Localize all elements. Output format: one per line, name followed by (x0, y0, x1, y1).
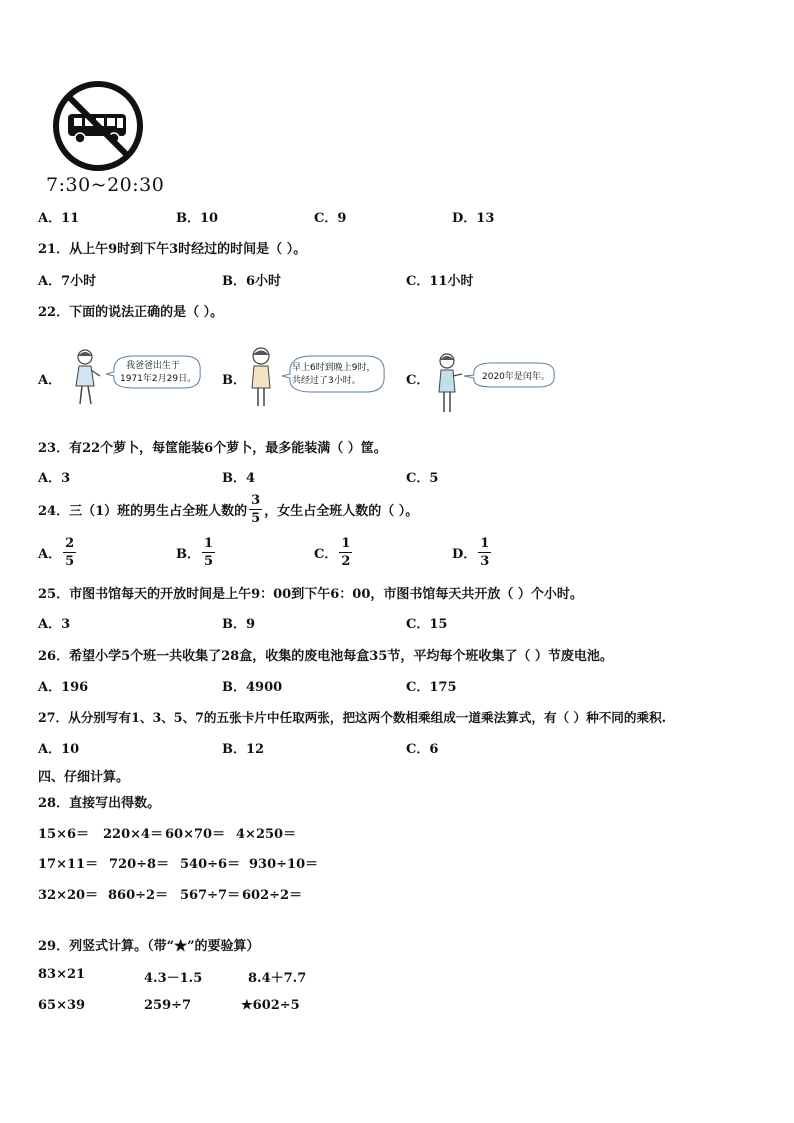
q26-option-b: B．4900 (222, 680, 283, 695)
q24-fraction (249, 494, 262, 525)
q20-option-a: A．11 (38, 211, 80, 226)
section-title: 四、仔细计算。 (38, 770, 130, 785)
q28-r2-c3: 540÷6＝ (180, 857, 241, 872)
fraction-bar (249, 509, 262, 510)
q26-question: 26．希望小学5个班一共收集了28盒，收集的废电池每盒35节，平均每个班收集了（ ）节废电池。 (38, 649, 613, 664)
fraction-numerator: 1 (204, 536, 214, 551)
q24-option-a-label: A． (38, 547, 62, 562)
q29-r2-c2: 259÷7 (144, 998, 192, 1013)
fraction-denominator: 5 (65, 554, 75, 569)
q25-option-c: C．15 (406, 617, 448, 632)
q28-r2-c2: 720÷8＝ (109, 857, 170, 872)
q28-r3-c2: 860÷2＝ (108, 888, 169, 903)
q25-option-b: B．9 (222, 617, 256, 632)
q27-question: 27．从分别写有1、3、5、7的五张卡片中任取两张，把这两个数相乘组成一道乘法算式，有（ ）种不同的乘积. (38, 710, 667, 725)
q28-r2-c4: 930÷10＝ (249, 857, 319, 872)
q29-r2-c3: ★602÷5 (241, 998, 300, 1013)
q20-option-c: C．9 (314, 211, 347, 226)
q24-option-c (314, 537, 354, 568)
q24-option-a (38, 537, 78, 568)
q24-question (38, 494, 418, 525)
fraction-denominator: 5 (204, 554, 214, 569)
q28-r2-c1: 17×11＝ (38, 857, 99, 872)
q22-a-bubble-line2: 1971年2月29日。 (120, 374, 197, 384)
q23-option-a: A．3 (38, 471, 71, 486)
fraction-bar (63, 552, 76, 553)
q28-r3-c1: 32×20＝ (38, 888, 99, 903)
q24-option-d (452, 537, 493, 568)
q29-r1-c1: 83×21 (38, 967, 86, 982)
q24-option-b-fraction (202, 537, 215, 568)
q22-option-b-illustration (246, 346, 392, 412)
girl-figure-icon (432, 352, 462, 418)
q24-fraction-numerator: 3 (251, 493, 261, 508)
q28-question: 28．直接写出得数。 (38, 796, 161, 811)
fraction-numerator: 1 (341, 536, 351, 551)
fraction-numerator: 2 (65, 536, 75, 551)
q28-r3-c3: 567÷7＝ (180, 888, 241, 903)
q24-option-c-label: C． (314, 547, 338, 562)
fraction-denominator: 2 (341, 554, 351, 569)
q23-question: 23．有22个萝卜，每筐能装6个萝卜，最多能装满（ ）筐。 (38, 441, 387, 456)
q21-question: 21．从上午9时到下午3时经过的时间是（ ）。 (38, 242, 307, 257)
q24-option-d-fraction (478, 537, 491, 568)
q29-r1-c3: 8.4＋7.7 (248, 971, 307, 986)
q28-r3-c4: 602÷2＝ (242, 888, 303, 903)
q24-option-b (176, 537, 217, 568)
q21-option-a: A．7小时 (38, 274, 97, 289)
q28-r1-c2: 220×4＝ (103, 827, 164, 842)
q28-r1-c3: 60×70＝ (165, 827, 226, 842)
q24-fraction-denominator: 5 (251, 511, 261, 526)
q24-text-after: ，女生占全班人数的（ ）。 (264, 504, 419, 519)
fraction-bar (478, 552, 491, 553)
fraction-numerator: 1 (480, 536, 490, 551)
fraction-bar (202, 552, 215, 553)
q26-option-c: C．175 (406, 680, 457, 695)
q26-option-a: A．196 (38, 680, 89, 695)
q22-c-bubble-line1: 2020年是闰年。 (482, 372, 550, 382)
no-bus-sign (50, 80, 146, 172)
q25-question: 25．市图书馆每天的开放时间是上午9：00到下午6：00，市图书馆每天共开放（ ）个小时。 (38, 587, 583, 602)
q22-option-c-label: C． (406, 373, 430, 388)
q27-option-b: B．12 (222, 742, 265, 757)
q22-question: 22．下面的说法正确的是（ ）。 (38, 305, 224, 320)
q27-option-c: C．6 (406, 742, 439, 757)
q22-option-a-illustration (70, 348, 210, 410)
q22-b-bubble-line1: 早上6时到晚上9时， (292, 363, 376, 373)
q21-option-c: C．11小时 (406, 274, 474, 289)
q22-b-bubble-line2: 共经过了3小时。 (292, 376, 361, 386)
girl-figure-icon (246, 346, 276, 412)
q25-option-a: A．3 (38, 617, 71, 632)
q23-option-c: C．5 (406, 471, 439, 486)
q24-option-b-label: B． (176, 547, 200, 562)
q24-option-d-label: D． (452, 547, 477, 562)
q27-option-a: A．10 (38, 742, 80, 757)
q20-option-b: B．10 (176, 211, 219, 226)
q20-option-d: D．13 (452, 211, 495, 226)
q28-r1-c1: 15×6＝ (38, 827, 90, 842)
q23-option-b: B．4 (222, 471, 256, 486)
q28-r1-c4: 4×250＝ (236, 827, 297, 842)
fraction-denominator: 3 (480, 554, 490, 569)
girl-figure-icon (70, 348, 100, 410)
sign-time-label: 7:30~20:30 (46, 174, 165, 196)
no-bus-sign-icon (50, 80, 146, 172)
q24-option-a-fraction (63, 537, 76, 568)
q22-a-bubble-line1: 我爸爸出生于 (126, 361, 181, 371)
q29-r2-c1: 65×39 (38, 998, 86, 1013)
q22-option-b-label: B． (222, 373, 246, 388)
q22-option-a-label: A． (38, 373, 62, 388)
q24-text-before: 24．三（1）班的男生占全班人数的 (38, 504, 248, 519)
q24-option-c-fraction (339, 537, 352, 568)
q29-question: 29．列竖式计算。（带“★”的要验算） (38, 939, 260, 954)
q22-option-c-illustration (432, 352, 562, 418)
q29-r1-c2: 4.3－1.5 (144, 971, 203, 986)
q21-option-b: B．6小时 (222, 274, 282, 289)
fraction-bar (339, 552, 352, 553)
